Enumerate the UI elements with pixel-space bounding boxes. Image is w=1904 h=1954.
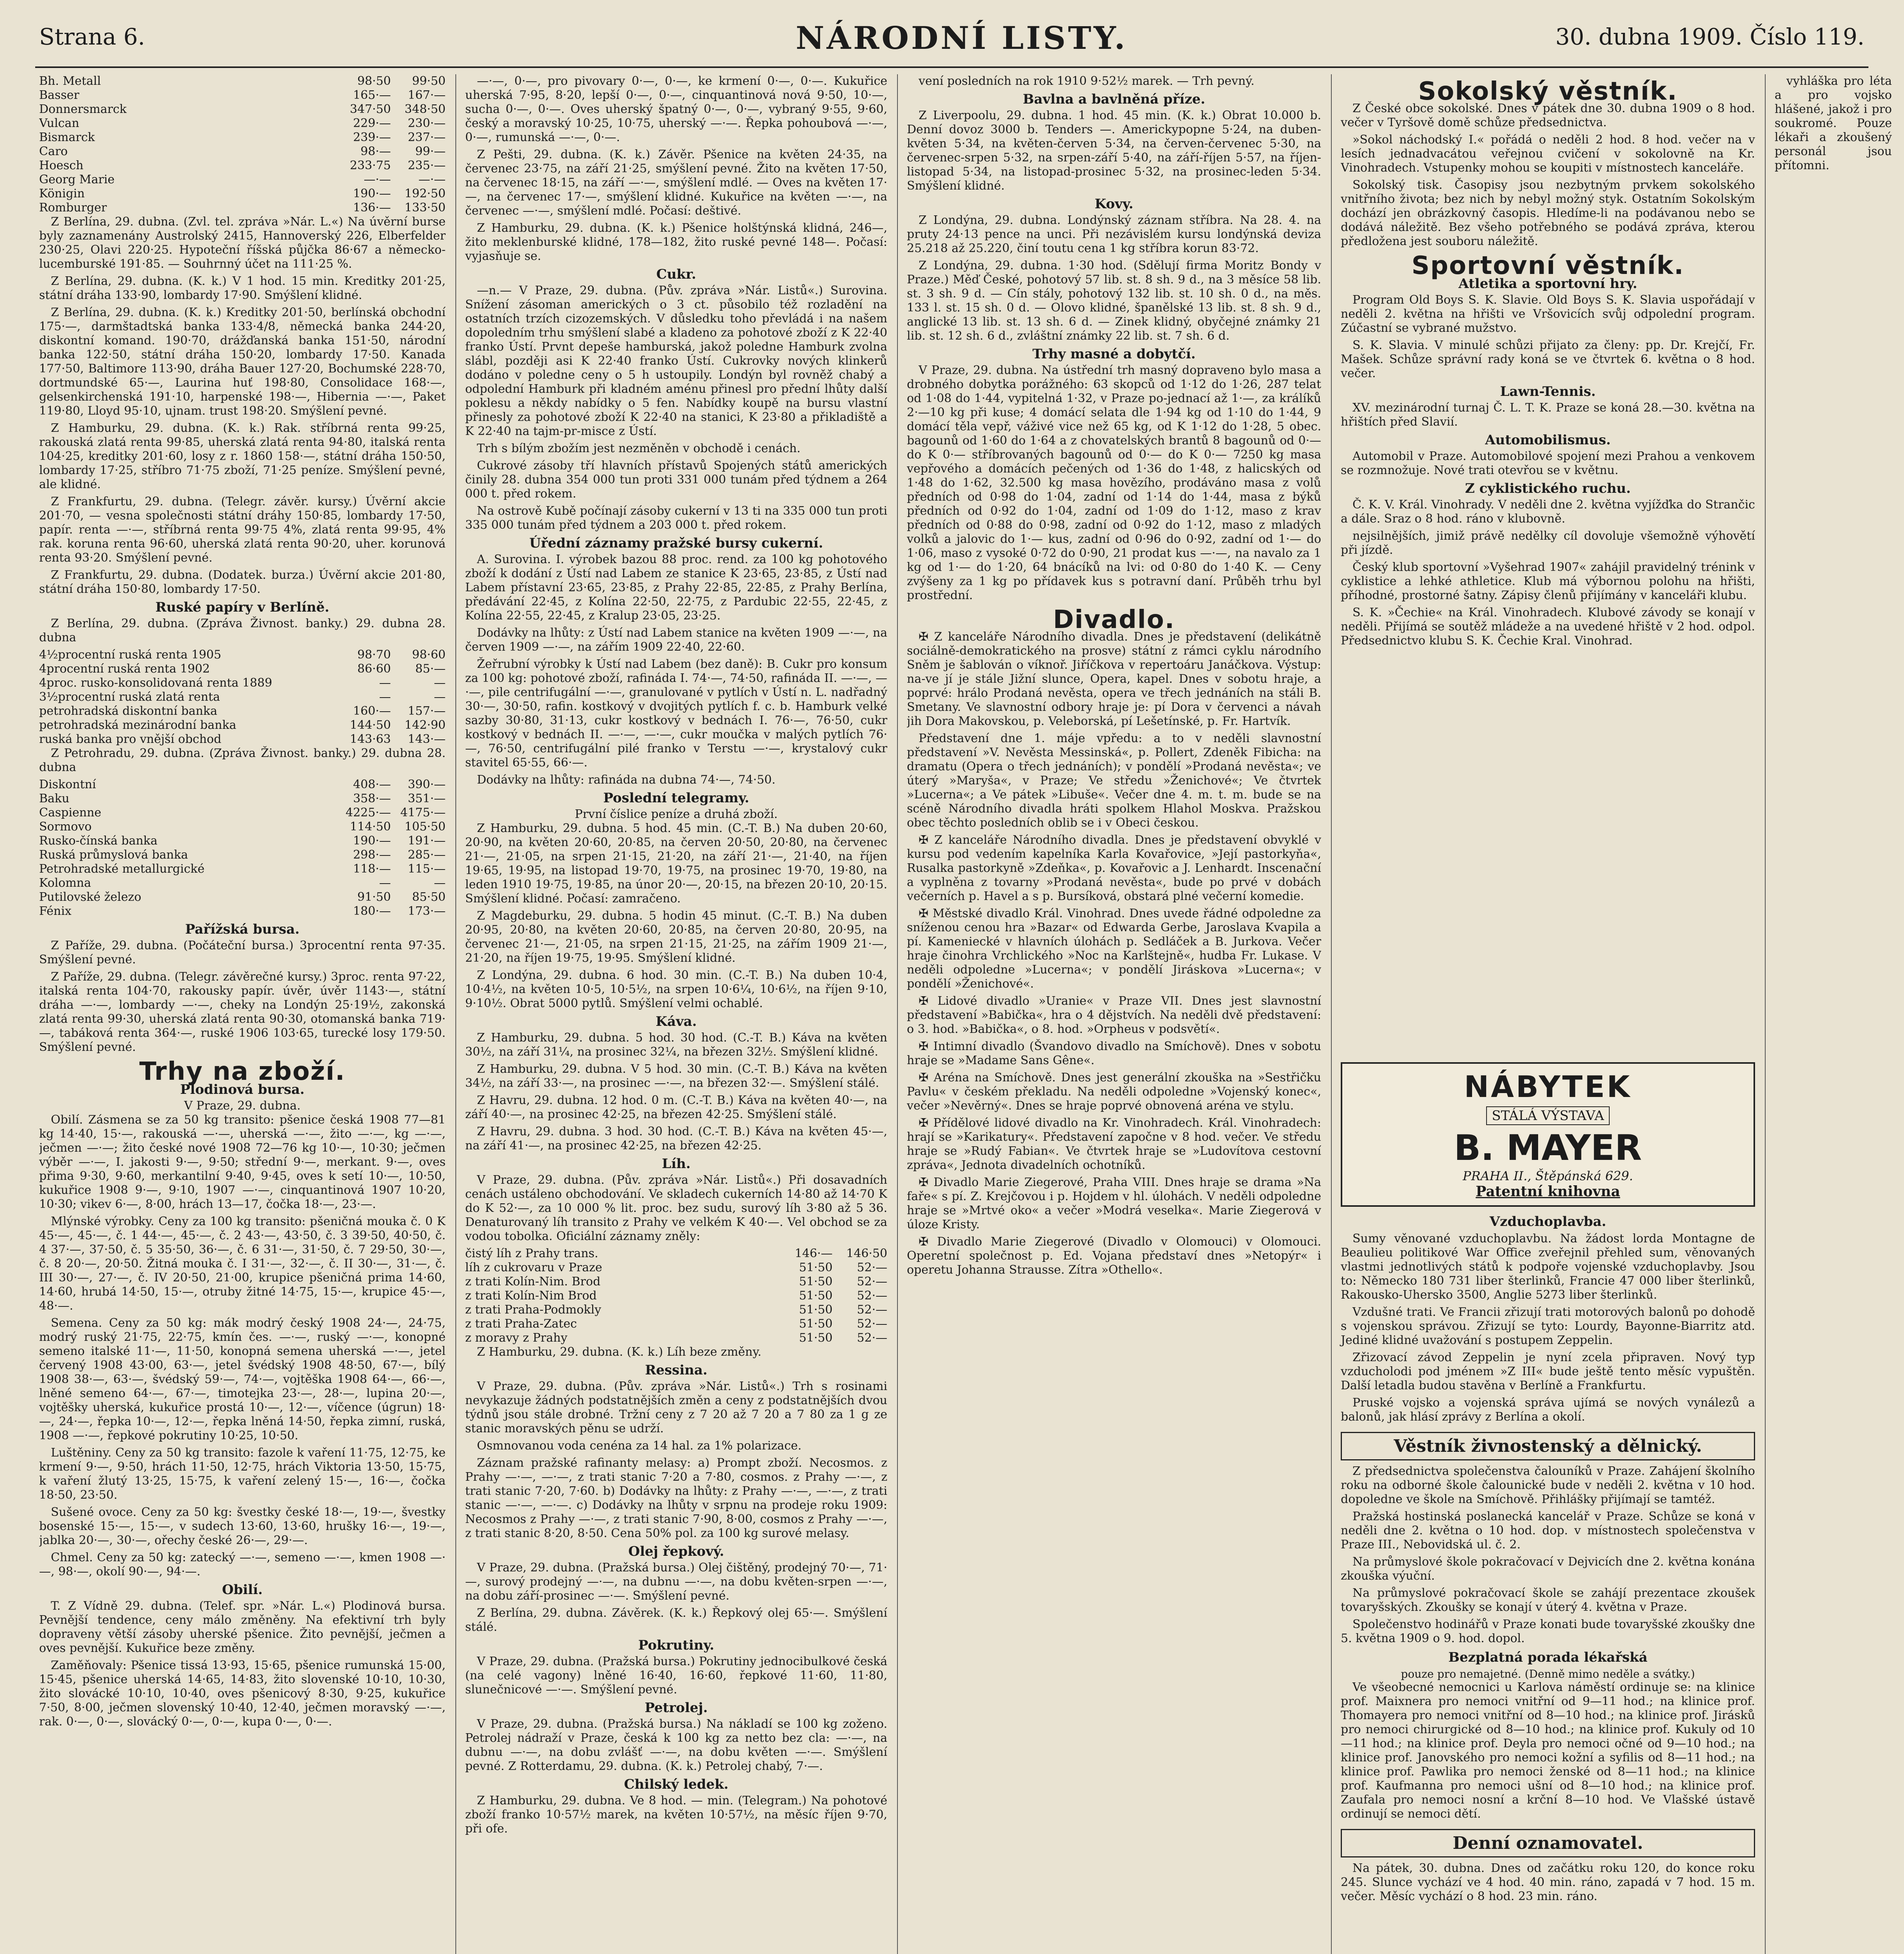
section-heading: Pokrutiny. [638,1637,715,1653]
stock-cell: petrohradská diskontní banka [39,704,217,718]
section-heading: Úřední záznamy pražské bursy cukerní. [529,535,823,551]
stock-cell: Caspienne [39,806,102,820]
stock-row [39,732,446,746]
article: ✠ Městské divadlo Král. Vinohrad. Dnes uvede řádné odpoledne za sníženou cenou hra »Bazar« od Edwarda Gerbe, Jaroslava Kvapila a pí. Kameniecké v hlavních úlohách p. Sedláček a B. Jurkova. Večer hraje činohra Vrchlického »Noc na Karlštejně«, hudba Fr. Lukase. V neděli odpoledne »Lucerna«; v pondělí Jiráskova »Lucerna«; v pondělí »Ženichové«. [907,907,1321,991]
stock-cell: z trati Praha-Zatec [465,1317,577,1331]
section-heading: Chilský ledek. [624,1777,729,1792]
stock-cell: 167·— [408,88,446,102]
section-heading: Bavlna a bavlněná příze. [1023,91,1205,107]
article: V Praze, 29. dubna. Na ústřední trh masný dopraveno bylo masa a drobného dobytka porážného: 63 skopců od 1·12 do 1·26, 287 telat od 1·08 do 1·44, vypitelná 1·32, v Praze po-jednací až 1·—, za králíků 2·—10 kg při kuse; 4 domácí selata dle 1·94 kg od 1·10 do 1·44, 9 domácí těla vepř, váživé vice než 65 kg, od K 1·12 do 1·28, 5 obec. bagounů od 1·60 do 1·64 a z chovatelských brantů 8 bagounů od 0·— do K 0·— stříbrovaných bagounů od 0·— do K 0·— 7250 kg masa vepřového a domácích pečených od 1·36 do 1·48, z halicských od 1·48 do 1·62, 32.500 kg masa hovězího, prodáváno masa z volů předních od 0·98 do 1·04, zadní od 1·14 do 1·44, masa z býků předních od 0·92 do 1·04, zadní od 1·09 do 1·12, maso z krav předních od 0·88 do 0·98, zadní od 0·92 do 1·12, maso z mladých volků a jalovic do 1·— kus, zadní od 0·96 do 0·92, zadní od 1·— do 1·06, maso z vysoké 0·72 do 0·90, 21 prodat kus —·—, na navalo za 1 kg od 1·— do 1·20, 64 bnácíků na lvi: od 0·80 do 1·40 K. — Ceny zvýšeny za 1 kg po přídavek kus s potravní daní. Průběh trhu byl prostřední. [907,363,1321,602]
article: Z Hamburku, 29. dubna. V 5 hod. 30 min. (C.-T. B.) Káva na květen 34½, na září 33·—, na prosinec —·—, na březen 32·—. Smýšlení stálé. [465,1062,887,1090]
article: Z předsednictva společenstva čalouníků v Praze. Zahájení školního roku na odborné škole čalounické bude v neděli 2. května v 10 hod. dopoledne ve škole na Smíchově. Přihlášky přijímají se tamtéž. [1341,1464,1755,1506]
section-subheading: Z cyklistického ruchu. [1465,481,1631,496]
article: Vzdušné trati. Ve Francii zřizují trati motorových balonů po dohodě s vojenskou správou. Zřizují se tyto: Lourdy, Bayonne-Biarritz atd. Jediné klidné uvažování s postupem Zeppelin. [1341,1305,1755,1347]
stock-cell: — [434,876,446,890]
stock-cell: — [434,676,446,690]
stock-cell: 146·50 [846,1247,887,1260]
article: Z Londýna, 29. dubna. 1·30 hod. (Sdělují firma Moritz Bondy v Praze.) Měď České, pohotový 57 lib. st. 8 sh. 9 d., na 3 měsíce 58 lib. st. 3 sh. 9 d. — Cín stály, pohotový 132 lib. st. 10 sh. 0 d., na měs. 133 l. st. 15 sh. 0 d. — Olovo klidné, španělské 13 lib. st. 8 sh. 9 d., anglické 13 lib. st. 13 sh. 6 d. — Zinek klidný, obyčejné známky 21 lib. st. 12 sh. 6 d., zvláštní známky 22 lib. st. 7 sh. 6 d. [907,259,1321,343]
stock-cell: — [379,690,391,704]
column-2 [465,74,887,1954]
stock-cell: 408·— [353,778,391,791]
article: ✠ Divadlo Marie Ziegerové, Praha VIII. Dnes hraje se drama »Na faře« s pí. Z. Krejčovou i p. Hojdem v hl. úlohách. V neděli odpoledne hraje se »Mrtvé oko« a večer »Modrá veselka«. Marie Ziegerová v úloze Kristy. [907,1176,1321,1231]
stock-cell: Vulcan [39,116,79,130]
stock-cell: 91·50 [357,890,391,904]
stock-cell: Hoesch [39,159,84,172]
stock-cell: 347·50 [350,102,391,116]
stock-cell: Sormovo [39,820,92,834]
stock-cell: čistý líh z Prahy trans. [465,1247,598,1260]
stock-row [39,806,446,820]
stock-cell: 230·— [408,116,446,130]
section-heading: Věstník živnostenský a dělnický. [1341,1432,1755,1460]
stock-cell: 142·90 [405,718,446,732]
article: Z Berlína, 29. dubna. (K. k.) Kreditky 201·50, berlínská obchodní 175·—, darmštadtská banka 133·4/8, německá banka 244·20, diskontní komand. 190·70, drážďanská banka 151·50, národní banka 122·50, státní dráha 150·20, lombardy 17·50. Kanada 177·50, Baltimore 113·90, dráha Bauer 127·20, Bochumské 228·70, dortmundské 65·—, Laurina huť 198·80, Consolidace 168·—, gelsenkirchenská 191·10, harpenské 198·—, Hibernia —·—, Paket 119·80, Lloyd 95·10, ujnam. trust 198·20. Smýšlení pevné. [39,306,446,418]
stock-row [39,848,446,862]
stock-row [465,1247,887,1261]
section-heading: Trhy masné a dobytčí. [1032,346,1196,362]
stock-cell: Kolomna [39,876,91,890]
article: ✠ Lidové divadlo »Uranie« v Praze VII. Dnes jest slavnostní představení »Babička«, hra o 4 dějstvích. Na neděli dvě představení: o 3. hod. »Babička«, o 8. hod. »Orpheus v podsvětí«. [907,994,1321,1036]
stock-cell: 136·— [353,201,391,215]
article: Sušené ovoce. Ceny za 50 kg: švestky české 18·—, 19·—, švestky bosenské 15·—, 15·—, v sudech 13·60, 13·60, hrušky 16·—, 19·—, jablka 20·—, 30·—, ořechy české 26·—, 29·—. [39,1505,446,1547]
section-heading: Olej řepkový. [628,1544,724,1559]
article: Z Petrohradu, 29. dubna. (Zpráva Živnost. banky.) 29. dubna 28. dubna [39,746,446,774]
stock-row [39,648,446,662]
stock-cell: 173·— [408,904,446,918]
article: V Praze, 29. dubna. (Pův. zpráva »Nár. Listů«.) Trh s rosinami nevykazuje žádných podstatnějších změn a ceny z podstatnějších dvou týdnů jsou stále drobné. Tržní ceny z 7 20 až 7 20 a 7 80 za 1 g ze stanic moravských pěnu se udrží. [465,1380,887,1435]
article: Zaměňovaly: Pšenice tissá 13·93, 15·65, pšenice rumunská 15·00, 15·45, pšenice uherská 14·65, 14·83, žito slovenské 10·10, 10·30, žito slovácké 10·10, 10·40, oves pšenicový 8·30, 9·25, kukuřice 7·50, 8·00, ječmen slovenský 10·40, 12·40, ječmen moravský —·—, rak. 0·—, 0·—, slovácký 0·—, 0·—, kupa 0·—, 0·—. [39,1659,446,1729]
stock-cell: Bismarck [39,131,95,144]
article: Obilí. Zásmena se za 50 kg transito: pšenice česká 1908 77—81 kg 14·40, 15·—, rakouská —·—, uherská —·—, žito —·—, kg —·—, ječmen —·—; žito české nové 1908 72—76 kg 10·—, 10·30; ječmen výběr —·—, I. jakosti 9·—, 9·50; střední 9·—, merkant. 9·—, oves přima 9·30, 9·60, merkantilní 9·40, 9·45, oves k setí 10·—, 10·50, kukuřice 1908 9·—, 9·10, 1907 —·—, cinquantinová 1907 10·20, 10·30; vikev 6·—, 8·00, hrách 13—17, čočka 18·—, 23·—. [39,1113,446,1211]
stock-cell: 190·— [353,834,391,848]
article: Automobil v Praze. Automobilové spojení mezi Prahou a venkovem se rozmnožuje. Nové trati otevřou se v květnu. [1341,449,1755,477]
stock-row [465,1275,887,1289]
article: V Praze, 29. dubna. (Pražská bursa.) Pokrutiny jednocibulkové česká (na celé vagony) lněné 16·40, 16·60, řepkové 11·60, 11·80, slunečnicové —·—. Smýšlení pevné. [465,1655,887,1696]
article: Na průmyslové pokračovací škole se zahájí prezentace zkoušek tovaryšských. Zkoušky se konají v úterý 4. května v Praze. [1341,1586,1755,1614]
stock-cell: Basser [39,88,79,102]
article: S. K. »Čechie« na Král. Vinohradech. Klubové závody se konají v neděli. Přijímá se soutěž mládeže a na uvedené hřiště v 2 hod. odpol. Předsednictvo klubu S. K. Čechie Kral. Vinohrad. [1341,606,1755,648]
stock-cell: 85·50 [412,890,446,904]
article: Žeřrubní výrobky k Ústí nad Labem (bez daně): B. Cukr pro konsum za 100 kg: pohotové zboží, rafináda I. 74·—, 74·50, rafináda II. —·—, —·—, pile centrifugální —·—, granulované v pytlích v Ústí n. L. nadřadný 30·—, 30·50, rafin. kostkový v dvojitých pytlích f. c. b. Hamburk velké sazby 30·80, 31·13, cukr kostkový v bednách I. 76·—, 76·50, cukr kostkový v bednách II. —·—, —·—, cukr moučka v malých pytlích 76·—, 76·50, centrifugální pilé franko v Terstu —·—, krystalový cukr stavitel 65·55, 66·—. [465,657,887,769]
article: Pruské vojsko a vojenská správa ujímá se nových vynálezů a balonů, jak hlásí zprávy z Berlína a okolí. [1341,1396,1755,1424]
stock-cell: 51·50 [799,1275,833,1288]
stock-cell: 98·50 [357,74,391,88]
stock-cell: — [379,876,391,890]
page-number: Strana 6. [39,23,145,50]
stock-cell: 99·50 [412,74,446,88]
stock-row [39,834,446,848]
article: XV. mezinárodní turnaj Č. L. T. K. Praze se koná 28.—30. května na hřištích před Slavií. [1341,401,1755,429]
stock-cell: 235·— [408,159,446,172]
article: Z Paříže, 29. dubna. (Počáteční bursa.) 3procentní renta 97·35. Smýšlení pevné. [39,939,446,966]
stock-row [39,778,446,792]
stock-cell: z trati Kolín-Nim. Brod [465,1275,601,1288]
stock-row [39,676,446,690]
stock-cell: 3½procentní ruská zlatá renta [39,690,220,704]
price-table [465,1247,887,1345]
column-3 [907,74,1321,1954]
stock-cell: 51·50 [799,1289,833,1303]
stock-cell: 298·— [353,848,391,862]
stock-cell: 51·50 [799,1261,833,1274]
article: Z Berlína, 29. dubna. Závěrek. (K. k.) Řepkový olej 65·—. Smýšlení stálé. [465,1606,887,1634]
article: Z Liverpoolu, 29. dubna. 1 hod. 45 min. (K. k.) Obrat 10.000 b. Denní dovoz 3000 b. Tenders —. Americkypopne 5·24, na duben-květen 5·34, na květen-červen 5·34, na červen-červenec 5·30, na červenec-srpen 5·32, na srpen-září 5·40, na září-říjen 5·57, na říjen-listopad 5·34, na listopad-prosinec 5·32, na prosinec-leden 5·34. Smýšlení klidné. [907,109,1321,193]
stock-row [39,718,446,732]
stock-cell: 237·— [408,131,446,144]
stock-cell: 390·— [408,778,446,791]
stock-row [39,890,446,904]
stock-cell: 85·— [415,662,446,676]
article: ✠ Aréna na Smíchově. Dnes jest generální zkouška na »Sestřičku Pavlu« v českém překladu. Na neděli odpoledne »Vojenský konec«, večer »Nevěrný«. Dnes se hraje poprvé obnovená aréna ve stylu. [907,1071,1321,1113]
stock-cell: Caro [39,145,68,158]
section-heading: Petrolej. [645,1700,708,1716]
stock-row [465,1317,887,1331]
article: —n.— V Praze, 29. dubna. (Pův. zpráva »Nár. Listů«.) Surovina. Snížení zásoman amerických o 3 ct. působilo též rozladění na ostatních trzích cizozemských. V důsledku toho převládá i na našem dopoledním trhu smýšlení slabé a kladeno za pohotové zboží z K 22·40 franko Ústí. Prvnt depeše hamburská, jakož poledne Hamburk zvolna slábl, později asi K 22·40 franko Ústí. Cukrovky nových klinkerů dodáno v poledne ceny o 5 h ustoupily. Londýn byl rovněž chabý a odpolední Hamburk při kladném aménu přinesl pro přední lhůty další poklesu a někdy nabídky o 5 fen. Nabídky koupě na bursu vlastní přinesly za pohotové zboží K 22·40 na stanici, K 23·80 a přikladiště a K 22·40 na tajm-pr-misce z Ústí. [465,284,887,438]
article: Záznam pražské rafinanty melasy: a) Prompt zboží. Necosmos. z Prahy —·—, —·—, z trati stanic 7·20 a 7·80, cosmos. z Prahy —·—, z trati stanic 7·20, 7·60. b) Dodávky na lhůty: z Prahy —·—, —·—, z trati stanic —·—, —·—. c) Dodávky na lhůty v srpnu na prodeje roku 1909: Necosmos z Prahy —·—, z trati stanic 7·90, 8·00, cosmos z Prahy —·—, z trati stanic 8·20, 8·50. Cena 50% pol. za 100 kg surové melasy. [465,1456,887,1540]
stock-row [39,876,446,890]
stock-row [39,904,446,918]
article: Z Hamburku, 29. dubna. (K. k.) Líh beze změny. [477,1345,761,1359]
article: Z Berlína, 29. dubna. (Zpráva Živnost. banky.) 29. dubna 28. dubna [39,617,446,644]
stock-row [39,74,446,88]
article: T. Z Vídně 29. dubna. (Telef. spr. »Nár. L.«) Plodinová bursa. Pevnější tendence, ceny málo změněny. Na efektivní trh byly dopraveny větší zásoby uherské pšenice. Žito pevnější, ječmen a oves pevnější. Kukuřice beze změny. [39,1599,446,1655]
right-lower-block [1341,1055,1755,1907]
stock-row [465,1331,887,1345]
section-note: První číslice peníze a druhá zboží. [575,807,778,821]
stock-cell: 143·63 [350,732,391,746]
stock-row [465,1303,887,1317]
section-heading: Bezplatná porada lékařská [1448,1650,1648,1665]
section-note: pouze pro nemajetné. (Denně mimo neděle a svátky.) [1401,1668,1695,1680]
article: Zřizovací závod Zeppelin je nyní zcela připraven. Nový typ vzducholodi pod jménem »Z III« bude ještě tento měsíc vypuštěn. Další letadla budou stavěna v Berlíně a Frankfurtu. [1341,1351,1755,1392]
stock-cell: 4225·— [346,806,391,820]
stock-cell: z trati Kolín-Nim Brod [465,1289,597,1303]
stock-cell: —·— [364,173,391,186]
article: Z Hamburku, 29. dubna. (K. k.) Rak. stříbrná renta 99·25, rakouská zlatá renta 99·85, uherská zlatá renta 94·80, italská renta 104·25, kreditky 201·60, losy z r. 1860 158·—, státní dráha 150·50, lombardy 17·25, stříbro 71·75 zboží, 71·25 peníze. Smýšlení pevné, ale klidné. [39,421,446,491]
stock-cell: 86·60 [357,662,391,676]
article: Z Havru, 29. dubna. 3 hod. 30 hod. (C.-T. B.) Káva na květen 45·—, na září 41·—, na prosinec 42·25, na březen 42·25. [465,1125,887,1152]
furniture-advertisement: NÁBYTEK STÁLÁ VÝSTAVA B. MAYER PRAHA II., Štěpánská 629. Patentní knihovna [1341,1062,1755,1207]
stock-cell: 114·50 [350,820,391,834]
stock-cell: ruská banka pro vnější obchod [39,732,222,746]
stock-cell: 144·50 [350,718,391,732]
article: vení posledních na rok 1910 9·52½ marek. — Trh pevný. [919,74,1255,88]
stock-cell: 52·— [857,1303,887,1317]
section-heading: Ruské papíry v Berlíně. [155,599,330,615]
stock-row [39,201,446,215]
stock-cell: 192·50 [405,187,446,200]
stock-cell: 160·— [353,704,391,718]
stock-row [39,102,446,116]
stock-cell: 52·— [857,1289,887,1303]
stock-cell: Ruská průmyslová banka [39,848,188,862]
stock-row [39,662,446,676]
section-subheading: Automobilismus. [1485,432,1611,448]
stock-cell: z moravy z Prahy [465,1331,568,1345]
stock-row [39,690,446,704]
stock-cell: Königin [39,187,85,200]
article: Sumy věnované vzduchoplavbu. Na žádost lorda Montagne de Beaulieu politikové War Office zveřejnil přehled sum, věnovaných vlastmi jednotlivých států k podpoře vojenské vzduchoplavby. Jsou to: Německo 180 731 liber šterlinků, Francie 47 000 liber šterlinků, Rakousko-Uhersko 3500, Anglie 5273 liber šterlinků. [1341,1232,1755,1302]
article: Z Frankfurtu, 29. dubna. (Telegr. závěr. kursy.) Úvěrní akcie 201·70, — vesna společnosti státní dráhy 150·85, lombardy 17·50, papír. renta —·—, stříbrná renta 99·75 4%, zlatá renta 99·95, 4% rak. koruna renta 96·60, uherská zlatá renta 90·20, uher. korunová renta 93·20. Smýšlení pevné. [39,495,446,565]
stock-cell: 98·60 [412,648,446,662]
stock-cell: 4proc. rusko-konsolidovaná renta 1889 [39,676,272,690]
article: nejsilnějších, jimiž právě nedělky cíl dovoluje všemožně výhovětí při jízdě. [1341,529,1755,557]
article: Český klub sportovní »Vyšehrad 1907« zahájil pravidelný trénink v cyklistice a lehké athletice. Klub má výbornou polohu na hřišti, příhodné, prostorné šatny. Zápisy členů přijímány v kanceláři klubu. [1341,560,1755,602]
article: Ve všeobecné nemocnici u Karlova náměstí ordinuje se: na klinice prof. Maixnera pro nemoci vnitřní od 9—11 hod.; na klinice prof. Thomayera pro nemoci vnitřní od 8—10 hod.; na klinice prof. Jirásků pro nemoci chirurgické od 8—10 hod.; na klinice prof. Kukuly od 10—11 hod.; na klinice prof. Deyla pro nemoci očné od 9—10 hod.; na klinice prof. Janovského pro nemoci kožní a syfilis od 8—11 hod.; na klinice prof. Pawlika pro nemoci ženské od 8—11 hod.; na klinice prof. Kaufmanna pro nemoci ušní od 8—10 hod.; na klinice prof. Zaufala pro nemoci nosní a krční 8—10 hod. Ve Vlašské ústavě ordinují se nemoci dětí. [1341,1680,1755,1821]
article: A. Surovina. I. výrobek bazou 88 proc. rend. za 100 kg pohotového zboží k dodání z Ústí nad Labem ze stanice K 23·65, 23·85, z Ústí nad Labem přístavní 23·65, 23·85, z Prahy 22·85, 22·85, z Prahy Berlína, předávání 22·45, z Kolína 22·50, 22·75, z Pardubic 22·55, 22·45, z Kolína 22·55, 22·45, z Kralup 23·05, 23·25. [465,553,887,623]
stock-cell: Georg Marie [39,173,115,186]
stock-cell: Baku [39,792,70,805]
stock-list [39,648,446,746]
article: Č. K. V. Král. Vinohrady. V neděli dne 2. května vyjížďka do Strančic a dále. Sraz o 8 hod. ráno v klubovně. [1341,498,1755,526]
column-rule [1331,74,1332,1954]
stock-cell: 51·50 [799,1317,833,1331]
stock-row [39,145,446,159]
stock-cell: 4½procentní ruská renta 1905 [39,648,222,662]
section-heading: Denní oznamovatel. [1341,1829,1755,1857]
stock-cell: Diskontní [39,778,96,791]
stock-cell: 52·— [857,1275,887,1288]
stock-cell: Putilovské železo [39,890,142,904]
stock-cell: 233·75 [350,159,391,172]
stock-cell: — [434,690,446,704]
stock-row [39,792,446,806]
stock-cell: 133·50 [405,201,446,215]
article: Na průmyslové škole pokračovací v Dejvicích dne 2. května konána zkouška výuční. [1341,1555,1755,1583]
article: Z Londýna, 29. dubna. 6 hod. 30 min. (C.-T. B.) Na duben 10·4, 10·4½, na květen 10·5, 10·5½, na srpen 10·6¼, 10·6½, na říjen 9·10, 9·10½. Obrat 5000 pytlů. Smýšlení velmi ochablé. [465,968,887,1010]
article: Představení dne 1. máje vpředu: a to v neděli slavnostní představení »V. Nevěsta Messinská«, p. Pollert, Zdeněk Fibicha: na dramatu (Opera o třech jednáních); v pondělí »Prodaná nevěsta«; ve úterý »Maryša«, v Praze; Ve středu »Ženichové«; Ve čtvrtek »Lucerna«; a Ve pátek »Libuše«. Večer dne 4. m. t. m. bude se na scéně Národního divadla hráti spolkem Hlahol Moskva. Pražskou obec těchto posledních oblib se i v Obeci českou. [907,732,1321,830]
article: Na pátek, 30. dubna. Dnes od začátku roku 120, do konce roku 245. Slunce vychází ve 4 hod. 40 min. ráno, zapadá v 7 hod. 15 m. večer. Měsíc vychází o 8 hod. 23 min. ráno. [1341,1861,1755,1903]
section-heading: Vzduchoplavba. [1489,1214,1607,1229]
article: Dodávky na lhůty: rafináda na dubna 74·—, 74·50. [477,773,776,787]
column-rule [455,74,456,1954]
article: Z Hamburku, 29. dubna. 5 hod. 45 min. (C.-T. B.) Na duben 20·60, 20·90, na květen 20·60, 20·85, na červen 20·50, 20·80, na červenec 21·—, 21·05, na srpen 21·15, 21·20, na září 21·—, 21·40, na říjen 19·65, 19·95, na listopad 19·70, 19·75, na prosinec 19·70, 19·80, na leden 1910 19·75, 19·85, na únor 20·—, 20·15, na březen 20·10, 20·15. Smýšlení klidné. Počasí: zamračeno. [465,821,887,905]
article: ✠ Z kanceláře Národního divadla. Dnes je představení (delikátně sociálně-demokratického na prosve) státní z rámci cyklu národního Sněm je šablován o víknoř. Jiříčkova v repertoáru Janáčkova. Výstup: na-ve jí je stále Jižní slunce, Opera, kapel. Dnes v sobotu hraje, a poprvé: hrálo Prodaná nevěsta, opera ve třech jednáních na stáli B. Smetany. Ve slavnostní odbory hraje je: pí Dora v červenci a návah jih Dora Makovskou, p. Veleborská, pí Lešetínské, p. Fr. Hartvík. [907,630,1321,728]
section-heading: Trhy na zboží. [139,1057,346,1086]
column-1 [39,74,446,1954]
article: Na ostrově Kubě počínají zásoby cukerní v 13 ti na 335 000 tun proti 335 000 tunám před týdnem a 203 000 t. před rokem. [465,504,887,532]
stock-cell: 146·— [795,1247,833,1260]
stock-cell: — [379,676,391,690]
article: Osmnovanou voda cenéna za 14 hal. za 1% polarizace. [477,1439,802,1453]
newspaper-title: NÁRODNÍ LISTY. [795,20,1128,56]
column-5 [1775,74,1892,1954]
column-rule [897,74,898,1954]
stock-row [39,704,446,718]
stock-row [39,116,446,131]
stock-cell: 52·— [857,1261,887,1274]
stock-cell: 157·— [408,704,446,718]
article: Společenstvo hodinářů v Praze konati bude tovaryšské zkoušky dne 5. května 1909 o 9. hod. dopol. [1341,1618,1755,1645]
section-subheading: Atletika a sportovní hry. [1458,276,1637,292]
article: Z Hamburku, 29. dubna. (K. k.) Pšenice holštýnská klidná, 246—, žito meklenburské klidné, 178—182, žito ruské pevné 148—. Počasí: vyjasňuje se. [465,221,887,263]
article: Z České obce sokolské. Dnes v pátek dne 30. dubna 1909 o 8 hod. večer v Tyršově domě schůze předsednictva. [1341,102,1755,129]
article: V Praze, 29. dubna. (Pražská bursa.) Olej čištěný, prodejný 70·—, 71·—, surový prodejný —·—, na dubnu —·—, na dobu květen-srpen —·—, na dobu září-prosinec —·—. Smýšlení pevné. [465,1561,887,1603]
article: Semena. Ceny za 50 kg: mák modrý český 1908 24·—, 24·75, modrý ruský 21·75, 22·75, kmín čes. —·—, ruský —·—, konopné semeno italské 11·—, 11·50, konopná semena uherská —·—, jetel červený 1908 43·00, 63·—, jetel švédský 1908 48·50, 67·—, bílý 1908 38·—, 63·—, švédský 59·—, 74·—, vojtěška 1908 64·—, 66·—, lněné semeno 64·—, 67·—, timotejka 23·—, 28·—, lupina 20·—, vojtěšky uherská, kukuřice prostá 10·—, 12·—, víčence (úgrun) 18·—, 24·—, řepka 10·—, 12·—, řepka lněná 14·50, řepka zimní, ruská, 1908 —·—, řepkové pokrutiny 10·25, 10·50. [39,1316,446,1442]
article: vyhláška pro léta a pro vojsko hlášené, jakož i pro soukromé. Pouze lékaři a zkoušený personál jsou přítomni. [1775,74,1892,172]
stock-row [39,88,446,102]
article: —·—, 0·—, pro pivovary 0·—, 0·—, ke krmení 0·—, 0·—. Kukuřice uherská 7·95, 8·20, lepší 0·—, 0·—, cinquantinová nová 9·50, 10·—, sucha 0·—, 0·—. Oves uherský špatný 0·—, 0·—, vybraný 9·55, 9·60, český a moravský 10·25, 10·75, uherský —·—. Řepka pohoubová —·—, 0·—, rumunská —·—, 0·—. [465,74,887,144]
stock-cell: 105·50 [405,820,446,834]
stock-cell: 229·— [353,116,391,130]
stock-cell: 358·— [353,792,391,805]
stock-cell: Bh. Metall [39,74,101,88]
stock-cell: 180·— [353,904,391,918]
section-heading: Ressina. [645,1362,708,1378]
section-heading: Obilí. [222,1582,263,1598]
stock-cell: líh z cukrovaru v Praze [465,1261,602,1274]
stock-row [465,1261,887,1275]
article: V Praze, 29. dubna. (Pražská bursa.) Na nákladí se 100 kg zoženo. Petrolej nádraží v Praze, česká k 100 kg za netto bez cla: —·—, na dubnu —·—, na dobu zvlášť —·—, na dobu květen —·—. Smýšlení pevné. Z Rotterdamu, 29. dubna. (K. k.) Petrolej chabý, 7·—. [465,1717,887,1773]
stock-row [39,159,446,173]
article: S. K. Slavia. V minulé schůzi přijato za členy: pp. Dr. Krejčí, Fr. Mašek. Schůze správní rady koná se ve čtvrtek 6. května o 8 hod. večer. [1341,338,1755,380]
article: Z Londýna, 29. dubna. Londýnský záznam stříbra. Na 28. 4. na pruty 24·13 pence na unci. Při nezávislém kursu londýnská deviza 25.218 až 25.220, činí toutu cena 1 kg stříbra korun 83·72. [907,213,1321,255]
column-rule [1765,74,1766,1954]
article: Z Havru, 29. dubna. 12 hod. 0 m. (C.-T. B.) Káva na květen 40·—, na září 40·—, na prosinec 42·25, na březen 42·25. Smýšlení stálé. [465,1093,887,1121]
article: Z Paříže, 29. dubna. (Telegr. závěrečné kursy.) 3proc. renta 97·22, italská renta 104·70, rakousky papír. úvěr, úvěr 1143·—, státní dráha —·—, lombardy —·—, cheky na Londýn 25·19½, zakonská zlatá renta 99·30, uherská zlatá renta 90·30, otomanská banka 719·—, tabáková renta 364·—, ruské 1906 103·65, turecké losy 179·50. Smýšlení pevné. [39,970,446,1054]
article: Cukrové zásoby tří hlavních přístavů Spojených států amerických činily 28. dubna 354 000 tun proti 331 000 tunám před týdnem a 264 000 t. před rokem. [465,459,887,501]
stock-row [39,820,446,834]
stock-row [39,187,446,201]
section-heading: Divadlo. [1053,605,1175,634]
section-subheading: Lawn-Tennis. [1500,384,1596,399]
stock-cell: 285·— [408,848,446,862]
section-heading: Káva. [656,1014,697,1029]
stock-row [39,173,446,187]
stock-cell: —·— [418,173,446,186]
stock-cell: 4175·— [400,806,446,820]
article: Dodávky na lhůty: z Ústí nad Labem stanice na květen 1909 —·—, na červen 1909 —·—, na zářím 1909 22·40, 22·60. [465,626,887,654]
stock-cell: 115·— [408,862,446,876]
article: ✠ Z kanceláře Národního divadla. Dnes je představení obvyklé v kursu pod vedením kapelníka Karla Kovařovice, »Její pastorkyňa«, Rusalka pastorkyně »Zdeňka«, p. Kovařovic a J. Lenhardt. Inscenační a vyplněna z tovarny »Prodaná nevěsta«, bude po prvé v dobách večerních p. Havel a s p. Bursíková, obstará plné večerní komedie. [907,833,1321,903]
stock-cell: 98·— [360,145,391,158]
stock-row [465,1289,887,1303]
issue-date: 30. dubna 1909. Číslo 119. [1555,23,1865,50]
article: Z Frankfurtu, 29. dubna. (Dodatek. burza.) Úvěrní akcie 201·80, státní dráha 150·80, lombardy 17·50. [39,568,446,596]
stock-cell: 348·50 [405,102,446,116]
stock-cell: Rusko-čínská banka [39,834,158,848]
section-subheading: Plodinová bursa. [180,1082,305,1097]
stock-cell: Petrohradské metallurgické [39,862,205,876]
article: Pražská hostinská poslanecká kancelář v Praze. Schůze se koná v neděli dne 2. května o 10 hod. dop. v místnostech společenstva v Praze III., Nebovidská ul. č. 2. [1341,1510,1755,1551]
article: V Praze, 29. dubna. (Pův. zpráva »Nár. Listů«.) Při dosavadních cenách ustáleno obchodování. Ve skladech cukerních 14·80 až 14·70 K do K 52·—, za 10 000 % lit. proc. bez sudu, surový líh 3·80 až 5 36. Denaturovaný líh transito z Prahy ve velkém K 40·—. Vel obchod se za vodou tobolka. Oficiální záznamy zněly: [465,1173,887,1243]
article: Chmel. Ceny za 50 kg: zatecký —·—, semeno —·—, kmen 1908 —·—, 98·—, okolí 90·—, 94·—. [39,1551,446,1578]
section-heading: Cukr. [656,267,696,282]
article: ✠ Divadlo Marie Ziegerové (Divadlo v Olomouci) v Olomouci. Operetní společnost p. Ed. Vojana představí dnes »Netopýr« i operetu Johanna Strausse. Zítra »Othello«. [907,1235,1321,1277]
stock-cell: 351·— [408,792,446,805]
stock-cell: 118·— [353,862,391,876]
stock-cell: 4procentní ruská renta 1902 [39,662,210,676]
article: ✠ Intimní divadlo (Švandovo divadlo na Smíchově). Dnes v sobotu hraje se »Madame Sans Gêne«. [907,1040,1321,1067]
stock-cell: 190·— [353,187,391,200]
article: Mlýnské výrobky. Ceny za 100 kg transito: pšeničná mouka č. 0 K 45·—, 45·—, č. 1 44·—, 45·—, č. 2 43·—, 43·50, č. 3 39·50, 40·50, č. 4 37·—, 37·50, č. 5 35·50, 36·—, č. 6 31·—, 31·50, č. 7 29·50, 30·—, č. 8 20·—, 20·50. Žitná mouka č. I 31·—, 32·—, č. II 30·—, 31·—, č. III 30·—, 27·—, č. IV 20·50, 21·00, krupice pšeničná prima 14·60, 14·60, hrubá 14·50, 15·—, otruby žitné 14·75, 15·—, krupice 45·—, 48·—. [39,1215,446,1313]
article: ✠ Přídělové lidové divadlo na Kr. Vinohradech. Král. Vinohradech: hrají se »Karikatury«. Představení započne v 8 hod. večer. Ve středu hraje se »Rudý Fabian«. Ve čtvrtek hraje se »Ludovítova cestovní zpráva«, Jednota divadelních ochotníků. [907,1116,1321,1172]
article: Trh s bílým zbožím jest nezměněn v obchodě i cenách. [477,442,801,455]
stock-cell: 143·— [408,732,446,746]
article: »Sokol náchodský I.« pořádá o neděli 2 hod. 8 hod. večer na v lesích jednadvacátou veřejnou cvičení v sokolovně na Kr. Vinohradech. Vstupenky mohou se koupiti v místnostech kanceláře. [1341,133,1755,175]
stock-row [39,131,446,145]
article: Sokolský tisk. Časopisy jsou nezbytným prvkem sokolského vnitřního života; bez nich by nebyl možný styk. Ostatním Sokolským dochází jen obrázkovný časopis. Hledíme-li na podávanou nebo se dodává náležitě. Bez všeho potřebného se podává zpráva, kterou předložena jest souboru náležitě. [1341,178,1755,248]
stock-cell: Donnersmarck [39,102,127,116]
stock-cell: Fénix [39,904,72,918]
stock-cell: 51·50 [799,1331,833,1345]
section-heading: Pařížská bursa. [185,922,300,937]
article: Z Hamburku, 29. dubna. Ve 8 hod. — min. (Telegram.) Na pohotové zboží franko 10·57½ marek, na květen 10·57½, na měsíc říjen 9·70, při ofe. [465,1794,887,1836]
stock-cell: 52·— [857,1331,887,1345]
stock-cell: 51·50 [799,1303,833,1317]
stock-cell: Romburger [39,201,107,215]
stock-cell: 98·70 [357,648,391,662]
article: Z Magdeburku, 29. dubna. 5 hodin 45 minut. (C.-T. B.) Na duben 20·95, 20·80, na květen 20·60, 20·85, na červen 20·80, 20·95, na červenec 21·—, 21·05, na srpen 21·15, 21·25, na zářím 1909 21·—, 21·20, na říjen 19·75, 19·95. Smýšlení klidné. [465,909,887,965]
stock-cell: petrohradská mezinárodní banka [39,718,236,732]
stock-cell: z trati Praha-Podmokly [465,1303,602,1317]
stock-list [39,778,446,918]
stock-cell: 165·— [353,88,391,102]
section-heading: Kovy. [1094,196,1134,212]
stock-row [39,862,446,876]
section-heading: Sportovní věstník. [1411,251,1684,280]
masthead [35,8,1868,68]
article: Z Pešti, 29. dubna. (K. k.) Závěr. Pšenice na květen 24·35, na červenec 23·75, na září 21·25, smýšlení pevné. Žito na květen 17·50, na červenec 18·15, na září —·—, smýšlení mdlé. — Oves na květen 17·—, na červenec 17·—, smýšlení klidné. Kukuřice na květen —·—, na červenec —·—, smýšlení mdlé. Počasí: deštivé. [465,148,887,218]
stock-cell: 99·— [415,145,446,158]
article: Z Hamburku, 29. dubna. 5 hod. 30 hod. (C.-T. B.) Káva na květen 30½, na září 31¼, na prosinec 32¼, na březen 32½. Smýšlení klidné. [465,1031,887,1059]
stock-cell: 239·— [353,131,391,144]
section-heading: Líh. [662,1156,691,1172]
article: Z Berlína, 29. dubna. (Zvl. tel. zpráva »Nár. L.«) Na úvěrní burse byly zaznamenány Austrolský 2415, Hannoverský 226, Elberfelder 230·25, Olavi 220·25. Hypoteční říšská půjčka 86·67 a německo-lucemburské 191·85. — Souhrnný účet na 111·25 %. [39,215,446,271]
article: Z Berlína, 29. dubna. (K. k.) V 1 hod. 15 min. Kreditky 201·25, státní dráha 133·90, lombardy 17·90. Smýšlení klidné. [39,274,446,302]
article: Luštěniny. Ceny za 50 kg transito: fazole k vaření 11·75, 12·75, ke krmení 9·—, 9·50, hrách 11·50, 12·75, hrách Viktoria 13·50, 15·75, k vaření žlutý 13·25, 15·75, k vaření zelený 15·—, 16·—, čočka 18·50, 23·50. [39,1446,446,1502]
section-heading: Sokolský věstník. [1418,77,1678,106]
dateline: V Praze, 29. dubna. [184,1099,301,1113]
section-heading: Poslední telegramy. [603,790,749,806]
stock-cell: 52·— [857,1317,887,1331]
stock-cell: 191·— [408,834,446,848]
stock-list [39,74,446,215]
article: Program Old Boys S. K. Slavie. Old Boys S. K. Slavia uspořádají v neděli 2. května na hřišti ve Vršovicích svůj odpolední program. Zúčastní se vybrané mužstvo. [1341,293,1755,335]
